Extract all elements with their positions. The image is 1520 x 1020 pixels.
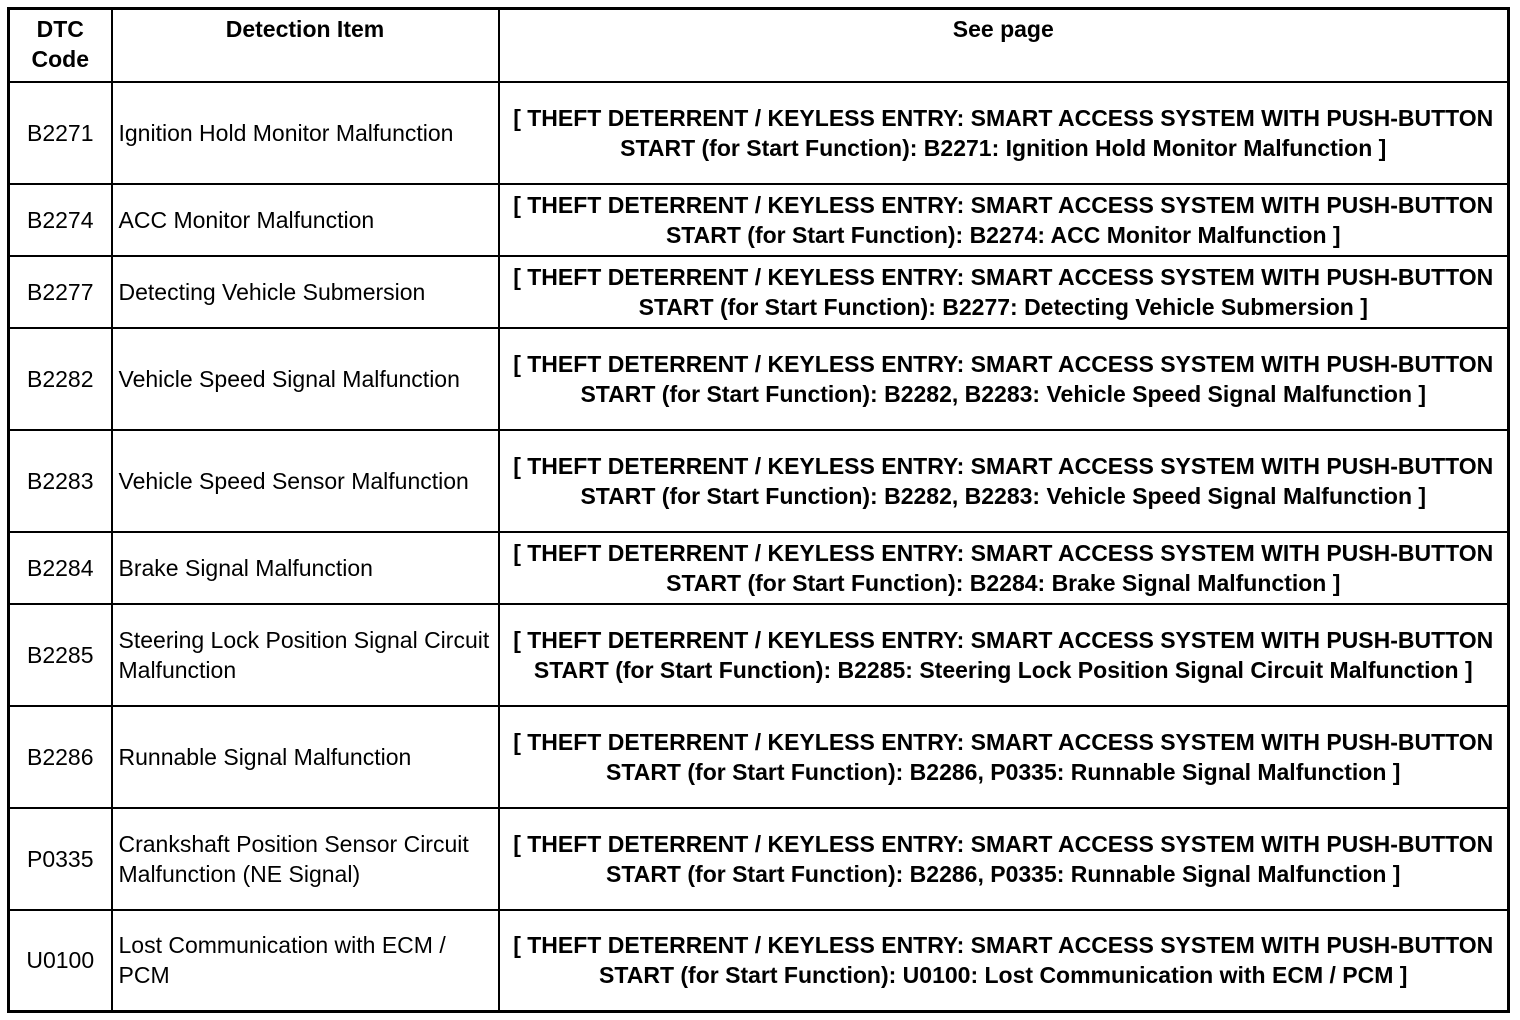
dtc-code-cell: P0335 (9, 808, 112, 910)
table-row (9, 256, 1509, 328)
detection-item-cell: Vehicle Speed Signal Malfunction (112, 328, 499, 430)
detection-item-cell: Detecting Vehicle Submersion (112, 256, 499, 328)
see-page-link[interactable]: [ THEFT DETERRENT / KEYLESS ENTRY: SMART ACCESS SYSTEM WITH PUSH-BUTTON START (for Start Function): B2274: ACC Monitor Malfunction ] (499, 184, 1509, 256)
table-row (9, 532, 1509, 604)
detection-item-cell: Runnable Signal Malfunction (112, 706, 499, 808)
table-row (9, 430, 1509, 532)
header-see-page: See page (499, 9, 1509, 82)
dtc-code-cell: U0100 (9, 910, 112, 1012)
dtc-code-cell: B2285 (9, 604, 112, 706)
see-page-link[interactable]: [ THEFT DETERRENT / KEYLESS ENTRY: SMART ACCESS SYSTEM WITH PUSH-BUTTON START (for Start Function): B2286, P0335: Runnable Signal Malfunction ] (499, 706, 1509, 808)
see-page-link[interactable]: [ THEFT DETERRENT / KEYLESS ENTRY: SMART ACCESS SYSTEM WITH PUSH-BUTTON START (for Start Function): B2271: Ignition Hold Monitor Malfunction ] (499, 82, 1509, 184)
table-row (9, 910, 1509, 1012)
dtc-code-cell: B2286 (9, 706, 112, 808)
header-dtc-code: DTC Code (9, 9, 112, 82)
dtc-code-cell: B2282 (9, 328, 112, 430)
table-row (9, 184, 1509, 256)
table-row (9, 604, 1509, 706)
detection-item-cell: Steering Lock Position Signal Circuit Malfunction (112, 604, 499, 706)
detection-item-cell: Crankshaft Position Sensor Circuit Malfunction (NE Signal) (112, 808, 499, 910)
dtc-code-cell: B2274 (9, 184, 112, 256)
see-page-link[interactable]: [ THEFT DETERRENT / KEYLESS ENTRY: SMART ACCESS SYSTEM WITH PUSH-BUTTON START (for Start Function): U0100: Lost Communication with ECM / PCM ] (499, 910, 1509, 1012)
table-row (9, 328, 1509, 430)
table-row (9, 706, 1509, 808)
dtc-code-cell: B2283 (9, 430, 112, 532)
dtc-code-cell: B2271 (9, 82, 112, 184)
see-page-link[interactable]: [ THEFT DETERRENT / KEYLESS ENTRY: SMART ACCESS SYSTEM WITH PUSH-BUTTON START (for Start Function): B2277: Detecting Vehicle Submersion ] (499, 256, 1509, 328)
detection-item-cell: Ignition Hold Monitor Malfunction (112, 82, 499, 184)
header-row (9, 9, 1509, 82)
table-row (9, 82, 1509, 184)
table-row (9, 808, 1509, 910)
see-page-link[interactable]: [ THEFT DETERRENT / KEYLESS ENTRY: SMART ACCESS SYSTEM WITH PUSH-BUTTON START (for Start Function): B2284: Brake Signal Malfunction ] (499, 532, 1509, 604)
detection-item-cell: ACC Monitor Malfunction (112, 184, 499, 256)
see-page-link[interactable]: [ THEFT DETERRENT / KEYLESS ENTRY: SMART ACCESS SYSTEM WITH PUSH-BUTTON START (for Start Function): B2282, B2283: Vehicle Speed Signal Malfunction ] (499, 328, 1509, 430)
see-page-link[interactable]: [ THEFT DETERRENT / KEYLESS ENTRY: SMART ACCESS SYSTEM WITH PUSH-BUTTON START (for Start Function): B2282, B2283: Vehicle Speed Signal Malfunction ] (499, 430, 1509, 532)
detection-item-cell: Vehicle Speed Sensor Malfunction (112, 430, 499, 532)
detection-item-cell: Lost Communication with ECM / PCM (112, 910, 499, 1012)
see-page-link[interactable]: [ THEFT DETERRENT / KEYLESS ENTRY: SMART ACCESS SYSTEM WITH PUSH-BUTTON START (for Start Function): B2286, P0335: Runnable Signal Malfunction ] (499, 808, 1509, 910)
dtc-code-cell: B2284 (9, 532, 112, 604)
dtc-table (7, 7, 1510, 1013)
detection-item-cell: Brake Signal Malfunction (112, 532, 499, 604)
see-page-link[interactable]: [ THEFT DETERRENT / KEYLESS ENTRY: SMART ACCESS SYSTEM WITH PUSH-BUTTON START (for Start Function): B2285: Steering Lock Position Signal Circuit Malfunction ] (499, 604, 1509, 706)
header-detection-item: Detection Item (112, 9, 499, 82)
dtc-code-cell: B2277 (9, 256, 112, 328)
